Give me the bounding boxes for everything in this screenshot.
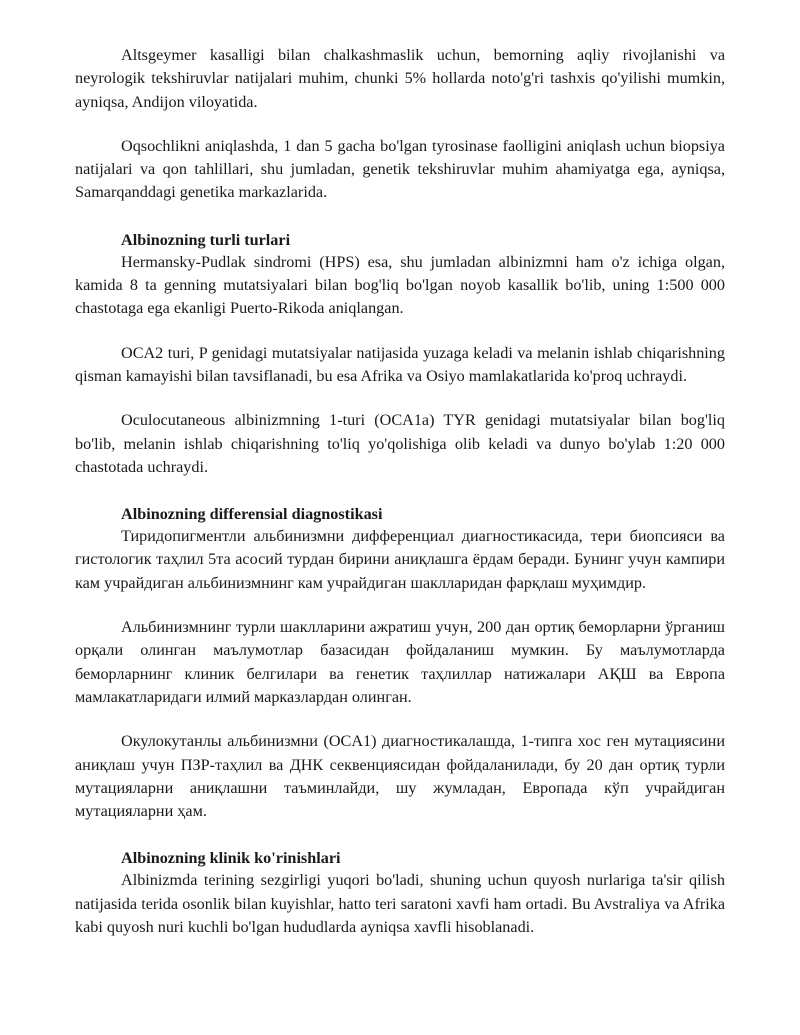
heading-clinical-manifestations: Albinozning klinik ko'rinishlari (121, 849, 341, 868)
paragraph-hermansky-pudlak: Hermansky-Pudlak sindromi (HPS) esa, shu jumladan albinizmni ham o'z ichiga olgan, kamida 8 ta genning mutatsiyalari bilan bog'liq bo'lgan noyob kasallik bo'lib, uning 1:500 000 chastotaga ega ekanligi Puerto-Rikoda aniqlangan. (75, 252, 725, 318)
paragraph-tyrosinase-diagnosis: Oqsochlikni aniqlashda, 1 dan 5 gacha bo'lgan tyrosinase faolligini aniqlash uchun biopsiya natijalari va qon tahlillari, shu jumladan, genetik tekshiruvlar muhim ahamiyatga ega, ayniqsa, Samarqanddagi genetika markazlarida. (75, 136, 725, 202)
paragraph-spacer (75, 709, 725, 730)
paragraph-oca1a: Oculocutaneous albinizmning 1-turi (OCA1a) TYR genidagi mutatsiyalar bilan bog'liq bo'lib, melanin ishlab chiqarishning to'liq yo'qolishiga olib keladi va dunyo bo'ylab 1:20 000 chastotada uchraydi. (75, 411, 725, 476)
heading-differential-diagnosis: Albinozning differensial diagnostikasi (121, 505, 383, 524)
paragraph-spacer (75, 388, 725, 409)
document-page (75, 44, 725, 939)
heading-albinism-types: Albinozning turli turlari (121, 230, 291, 249)
paragraph-patient-database: Альбинизмнинг турли шаклларини ажратиш учун, 200 дан ортиқ беморларни ўрганиш орқали олинган маълумотлар базасидан фойдаланиш мумкин. Бу маълумотларда беморларнинг клиник белгилари ва генетик таҳлиллар натижалари АҚШ ва Европа мамлакатларидаги илмий марказлардан олинган. (75, 618, 725, 706)
paragraph-skin-sensitivity: Albinizmda terining sezgirligi yuqori bo'ladi, shuning uchun quyosh nurlariga ta'sir qilish natijasida terida osonlik bilan kuyishlar, hatto teri saratoni xavfi ham ortadi. Bu Avstraliya va Afrika kabi quyosh nuri kuchli bo'lgan hududlarda ayniqsa xavfli hisoblanadi. (75, 871, 725, 937)
section-spacer (75, 479, 725, 503)
paragraph-spacer (75, 114, 725, 135)
paragraph-spacer (75, 595, 725, 616)
section-spacer (75, 823, 725, 847)
section-spacer (75, 205, 725, 229)
paragraph-skin-biopsy: Тиридопигментли альбинизмни дифференциал диагностикасида, тери биопсияси ва гистологик таҳлил 5та асосий турдан бирини аниқлашга ёрдам беради. Бунинг учун кампири кам учрайдиган альбинизмнинг кам учрайдиган шаклларидан фарқлаш муҳимдир. (75, 527, 725, 592)
paragraph-pcr-analysis: Окулокутанлы альбинизмни (OCA1) диагностикалашда, 1-типга хос ген мутациясини аниқлаш учун ПЗР-таҳлил ва ДНК секвенциясидан фойдаланилади, бу 20 дан ортиқ турли мутацияларни аниқлашни таъминлайди, шу жумладан, Европада кўп учрайдиган мутацияларни ҳам. (75, 732, 725, 821)
paragraph-spacer (75, 321, 725, 342)
paragraph-oca2: OCA2 turi, P genidagi mutatsiyalar natijasida yuzaga keladi va melanin ishlab chiqarishning qisman kamayishi bilan tavsiflanadi, bu esa Afrika va Osiyo mamlakatlarida ko'proq uchraydi. (75, 343, 725, 385)
paragraph-alzheimer-differentiation: Altsgeymer kasalligi bilan chalkashmaslik uchun, bemorning aqliy rivojlanishi va neyrologik tekshiruvlar natijalari muhim, chunki 5% hollarda noto'g'ri tashxis qo'yilishi mumkin, ayniqsa, Andijon viloyatida. (75, 46, 725, 111)
